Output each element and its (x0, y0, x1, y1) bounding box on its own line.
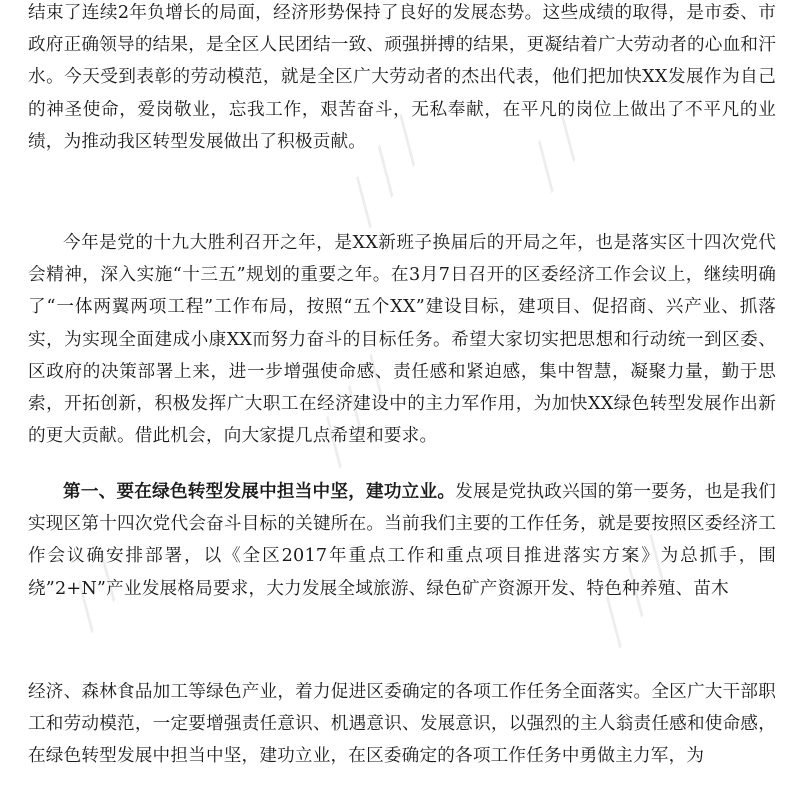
paragraph-1: 结束了连续2年负增长的局面，经济形势保持了良好的发展态势。这些成绩的取得，是市委、市政府正确领导的结果，是全区人民团结一致、顽强拼搏的结果，更凝结着广大劳动者的心血和汗水。今天受到表彰的劳动模范，就是全区广大劳动者的杰出代表，他们把加快XX发展作为自己的神圣使命，爱岗敬业，忘我工作，艰苦奋斗，无私奉献，在平凡的岗位上做出了不平凡的业绩，为推动我区转型发展做出了积极贡献。 (28, 3, 776, 152)
watermark-icon: ⟋⟋ (49, 542, 145, 641)
paragraph-3-heading: 第一、要在绿色转型发展中担当中坚，建功立业。 (63, 481, 456, 502)
paragraph-3 (28, 476, 776, 605)
paragraph-4: 经济、森林食品加工等绿色产业，着力促进区委确定的各项工作任务全面落实。全区广大干部职工和劳动模范，一定要增强责任意识、机遇意识、发展意识，以强烈的主人翁责任感和使命感，在绿色转型发展中担当中坚，建功立业，在区委确定的各项工作任务中勇做主力军，为 (28, 682, 776, 767)
paragraph-2: 今年是党的十九大胜利召开之年，是XX新班子换届后的开局之年，也是落实区十四次党代会精神，深入实施“十三五”规划的重要之年。在3月7日召开的区委经济工作会议上，继续明确了“一体两翼两项工程”工作布局，按照“五个XX”建设目标，建项目、促招商、兴产业、抓落实，为实现全面建成小康XX而努力奋斗的目标任务。希望大家切实把思想和行动统一到区委、区政府的决策部署上来，进一步增强使命感、责任感和紧迫感，集中智慧，凝聚力量，勤于思索，开拓创新，积极发挥广大职工在经济建设中的主力军作用，为加快XX绿色转型发展作出新的更大贡献。借此机会，向大家提几点希望和要求。 (28, 233, 776, 447)
watermark-icon: ⟋⟋⟋ (327, 107, 445, 237)
paragraph-3-body: 发展是党执政兴国的第一要务，也是我们实现区第十四次党代会奋斗目标的关键所在。当前我们主要的工作任务，就是要按照区委经济工作会议确安排部署，以《全区2017年重点工作和重点项目推进落实方案》为总抓手，围绕”2+N”产业发展格局要求，大力发展全域旅游、绿色矿产资源开发、特色种养殖、苗木 (28, 482, 776, 599)
watermark-icon: ⟋⟋ (509, 102, 605, 201)
watermark-icon: ⟋⟋⟋ (297, 347, 415, 477)
watermark-icon: ⟋⟋⟋ (577, 527, 695, 657)
